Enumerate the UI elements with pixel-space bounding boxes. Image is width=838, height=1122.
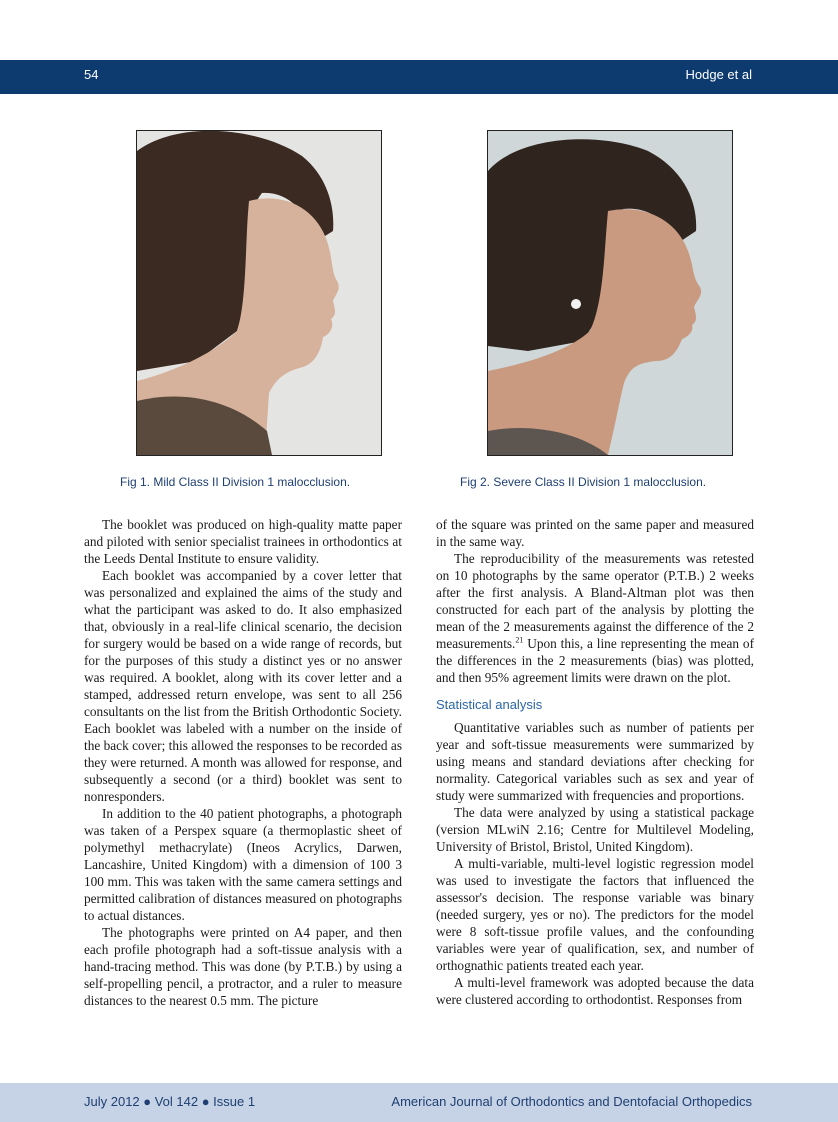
- figure-1-photo: [136, 130, 382, 456]
- paragraph-text: Upon this, a line representing the mean of the differences in the 2 measurements (bias) was plotted, and then 95% agreement limits were drawn on the plot.: [436, 636, 754, 685]
- paragraph: A multi-level framework was adopted because the data were clustered according to orthodontist. Responses from: [436, 975, 754, 1007]
- left-column: [84, 516, 402, 1009]
- footer-issue: July 2012 ● Vol 142 ● Issue 1: [84, 1094, 256, 1109]
- paragraph: In addition to the 40 patient photographs, a photograph was taken of a Perspex square (a thermoplastic sheet of polymethyl methacrylate) (Ineos Acrylics, Darwen, Lancashire, United Kingdom) with a dimension of 100 3 100 mm. This was taken with the same camera settings and permitted calibration of distances measured on photographs to actual distances.: [84, 806, 402, 923]
- profile-photo-severe: [488, 131, 732, 455]
- footer-journal-title: American Journal of Orthodontics and Dentofacial Orthopedics: [391, 1094, 752, 1109]
- paragraph: of the square was printed on the same paper and measured in the same way.: [436, 517, 754, 549]
- paragraph: A multi-variable, multi-level logistic regression model was used to investigate the factors that influenced the assessor's decision. The response variable was binary (needed surgery, yes or no). The predictors for the model were 8 soft-tissue profile values, and the confounding variables were year of qualification, sex, and number of orthognathic patients treated each year.: [436, 856, 754, 973]
- paragraph: The data were analyzed by using a statistical package (version MLwiN 2.16; Centre for Multilevel Modeling, University of Bristol, Bristol, United Kingdom).: [436, 805, 754, 854]
- running-head: Hodge et al: [685, 67, 752, 82]
- figure-2-caption: Fig 2. Severe Class II Division 1 malocclusion.: [460, 475, 707, 489]
- paragraph-text: The reproducibility of the measurements was retested on 10 photographs by the same operator (P.T.B.) 2 weeks after the first analysis. A Bland-Altman plot was then constructed for each part of the analysis by plotting the mean of the 2 measurements against the difference of the 2 measurements.: [436, 551, 754, 651]
- right-column: [436, 516, 754, 1008]
- paragraph: The booklet was produced on high-quality matte paper and piloted with senior specialist trainees in orthodontics at the Leeds Dental Institute to ensure validity.: [84, 517, 402, 566]
- paragraph: The photographs were printed on A4 paper, and then each profile photograph had a soft-tissue analysis with a hand-tracing method. This was done (by P.T.B.) by using a self-propelling pencil, a protractor, and a ruler to measure distances to the nearest 0.5 mm. The picture: [84, 925, 402, 1008]
- figure-2-photo: [487, 130, 733, 456]
- paragraph: [436, 550, 754, 686]
- figure-1-caption: Fig 1. Mild Class II Division 1 malocclusion.: [120, 475, 351, 489]
- reference-superscript: 21: [515, 635, 524, 645]
- paragraph: Quantitative variables such as number of patients per year and soft-tissue measurements were summarized by using means and standard deviations after checking for normality. Categorical variables such as sex and year of study were summarized with frequencies and proportions.: [436, 720, 754, 803]
- profile-photo-mild: [137, 131, 381, 455]
- footer-bar: [0, 1083, 838, 1122]
- section-heading: Statistical analysis: [436, 697, 543, 712]
- paragraph: Each booklet was accompanied by a cover letter that was personalized and explained the aims of the study and what the participant was asked to do. It also emphasized that, obviously in a real-life clinical scenario, the decision for surgery would be based on a wide range of records, but for the purposes of this study a distinct yes or no answer was required. A booklet, along with its cover letter and a stamped, addressed return envelope, was sent to all 256 consultants on the list from the British Orthodontic Society. Each booklet was labeled with a number on the inside of the back cover; this allowed the responses to be recorded as they were returned. A month was allowed for response, and subsequently a second (or a third) booklet was sent to nonresponders.: [84, 568, 402, 804]
- header-bar: [0, 60, 838, 94]
- page-number: 54: [84, 67, 99, 82]
